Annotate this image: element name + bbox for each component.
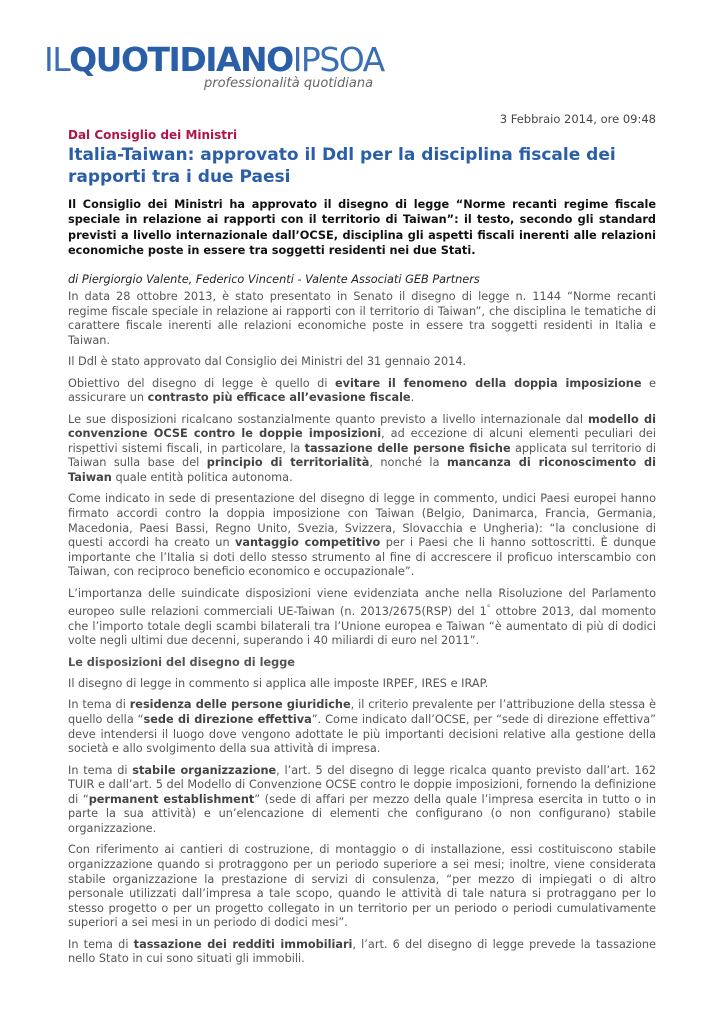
logo-ipsoa: IPSOA [292,40,384,79]
section-label: Dal Consiglio dei Ministri [68,128,238,142]
paragraph-5: Come indicato in sede di presentazione del disegno di legge in commento, undici Paesi europei hanno firmato accordi contro la doppia imposizione con Taiwan (Belgio, Danimarca, Francia, Germania, Macedonia, Paesi Bassi, Regno Unito, Svezia, Svizzera, Slovacchia e Ungheria): “la conclusione di questi accordi ha creato un vantaggio competitivo per i Paesi che li hanno sottoscritti. È dunque importante che l’Italia si doti dello stesso strumento al fine di accrescere il proficuo interscambio con Taiwan, con reciproco beneficio economico e occupazionale”. [68,492,656,579]
paragraph-4: Le sue disposizioni ricalcano sostanzialmente quanto previsto a livello internazionale dal modello di convenzione OCSE contro le doppie imposizioni, ad eccezione di alcuni elementi peculiari dei rispettivi sistemi fiscali, in particolare, la tassazione delle persone fisiche applicata sul territorio di Taiwan sulla base del principio di territorialità, nonché la mancanza di riconoscimento di Taiwan quale entità politica autonoma. [68,412,657,484]
publish-date: 3 Febbraio 2014, ore 09:48 [499,112,656,126]
paragraph-7: Il disegno di legge in commento si applica alle imposte IRPEF, IRES e IRAP. [68,677,489,690]
paragraph-6: L’importanza delle suindicate disposizioni viene evidenziata anche nella Risoluzione del Parlamento europeo sulle relazioni commerciali UE-Taiwan (n. 2013/2675(RSP) del 1° ottobre 2013, dal momento che l’importo totale degli scambi bilaterali tra l’Unione europea e Taiwan “è aumentato di più di dodici volte negli ultimi due decenni, superando i 40 miliardi di euro nel 2011”. [68,586,656,648]
paragraph-11: In tema di tassazione dei redditi immobiliari, l’art. 6 del disegno di legge prevede la tassazione nello Stato in cui sono situati gli immobili. [68,937,656,966]
article-lead: Il Consiglio dei Ministri ha approvato il disegno di legge “Norme recanti regime fiscale speciale in relazione ai rapporti con il territorio di Taiwan”: il testo, secondo gli standard previsti a livello internazionale dall’OCSE, disciplina gli aspetti fiscali inerenti alle relazioni economiche poste in essere tra soggetti residenti nei due Stati. [68,198,656,258]
subheading: Le disposizioni del disegno di legge [68,655,295,669]
logo-quotidiano: QUOTIDIANO [69,40,293,79]
paragraph-3: Obiettivo del disegno di legge è quello di evitare il fenomeno della doppia imposizione e assicurare un contrasto più efficace all’evasione fiscale. [68,376,656,405]
paragraph-10: Con riferimento ai cantieri di costruzione, di montaggio o di installazione, essi costituiscono stabile organizzazione quando si protraggono per un periodo superiore a sei mesi; inoltre, viene considerata stabile organizzazione la prestazione di servizi di consulenza, “per mezzo di impiegati o di altro personale utilizzati dall’impresa a tale scopo, quando le attività di tale natura si protraggano per lo stesso progetto o per un progetto collegato in un territorio per un periodo o periodi cumulativamente superiori a sei mesi in un periodo di dodici mesi”. [68,843,656,930]
paragraph-9: In tema di stabile organizzazione, l’art. 5 del disegno di legge ricalca quanto previsto dall’art. 162 TUIR e dall’art. 5 del Modello di Convenzione OCSE contro le doppie imposizioni, fornendo la definizione di “permanent establishment” (sede di affari per mezzo della quale l’impresa esercita in tutto o in parte la sua attività) e un’elencazione di elementi che configurano (o non configurano) stabile organizzazione. [68,763,656,835]
article-title: Italia-Taiwan: approvato il Ddl per la disciplina fiscale dei rapporti tra i due Paesi [68,145,616,187]
paragraph-2: Il Ddl è stato approvato dal Consiglio dei Ministri del 31 gennaio 2014. [68,355,467,369]
paragraph-1: In data 28 ottobre 2013, è stato presentato in Senato il disegno di legge n. 1144 “Norme recanti regime fiscale speciale in relazione ai rapporti con il territorio di Taiwan”, che disciplina le tematiche di carattere fiscale inerenti alle relazioni economiche poste in essere tra soggetti residenti in Italia e Taiwan. [68,290,656,347]
paragraph-8: In tema di residenza delle persone giuridiche, il criterio prevalente per l’attribuzione della stessa è quello della “sede di direzione effettiva”. Come indicato dall’OCSE, per “sede di direzione effettiva” deve intendersi il luogo dove vengono adottate le più importanti decisioni relative alla gestione della società e allo svolgimento della sua attività di impresa. [68,698,657,756]
logo-tagline: professionalità quotidiana [204,76,374,91]
logo [44,40,384,98]
logo-wordmark [44,40,384,79]
article-body [68,290,656,974]
logo-il: IL [44,40,70,79]
article-author: di Piergiorgio Valente, Federico Vincenti - Valente Associati GEB Partners [68,273,480,286]
